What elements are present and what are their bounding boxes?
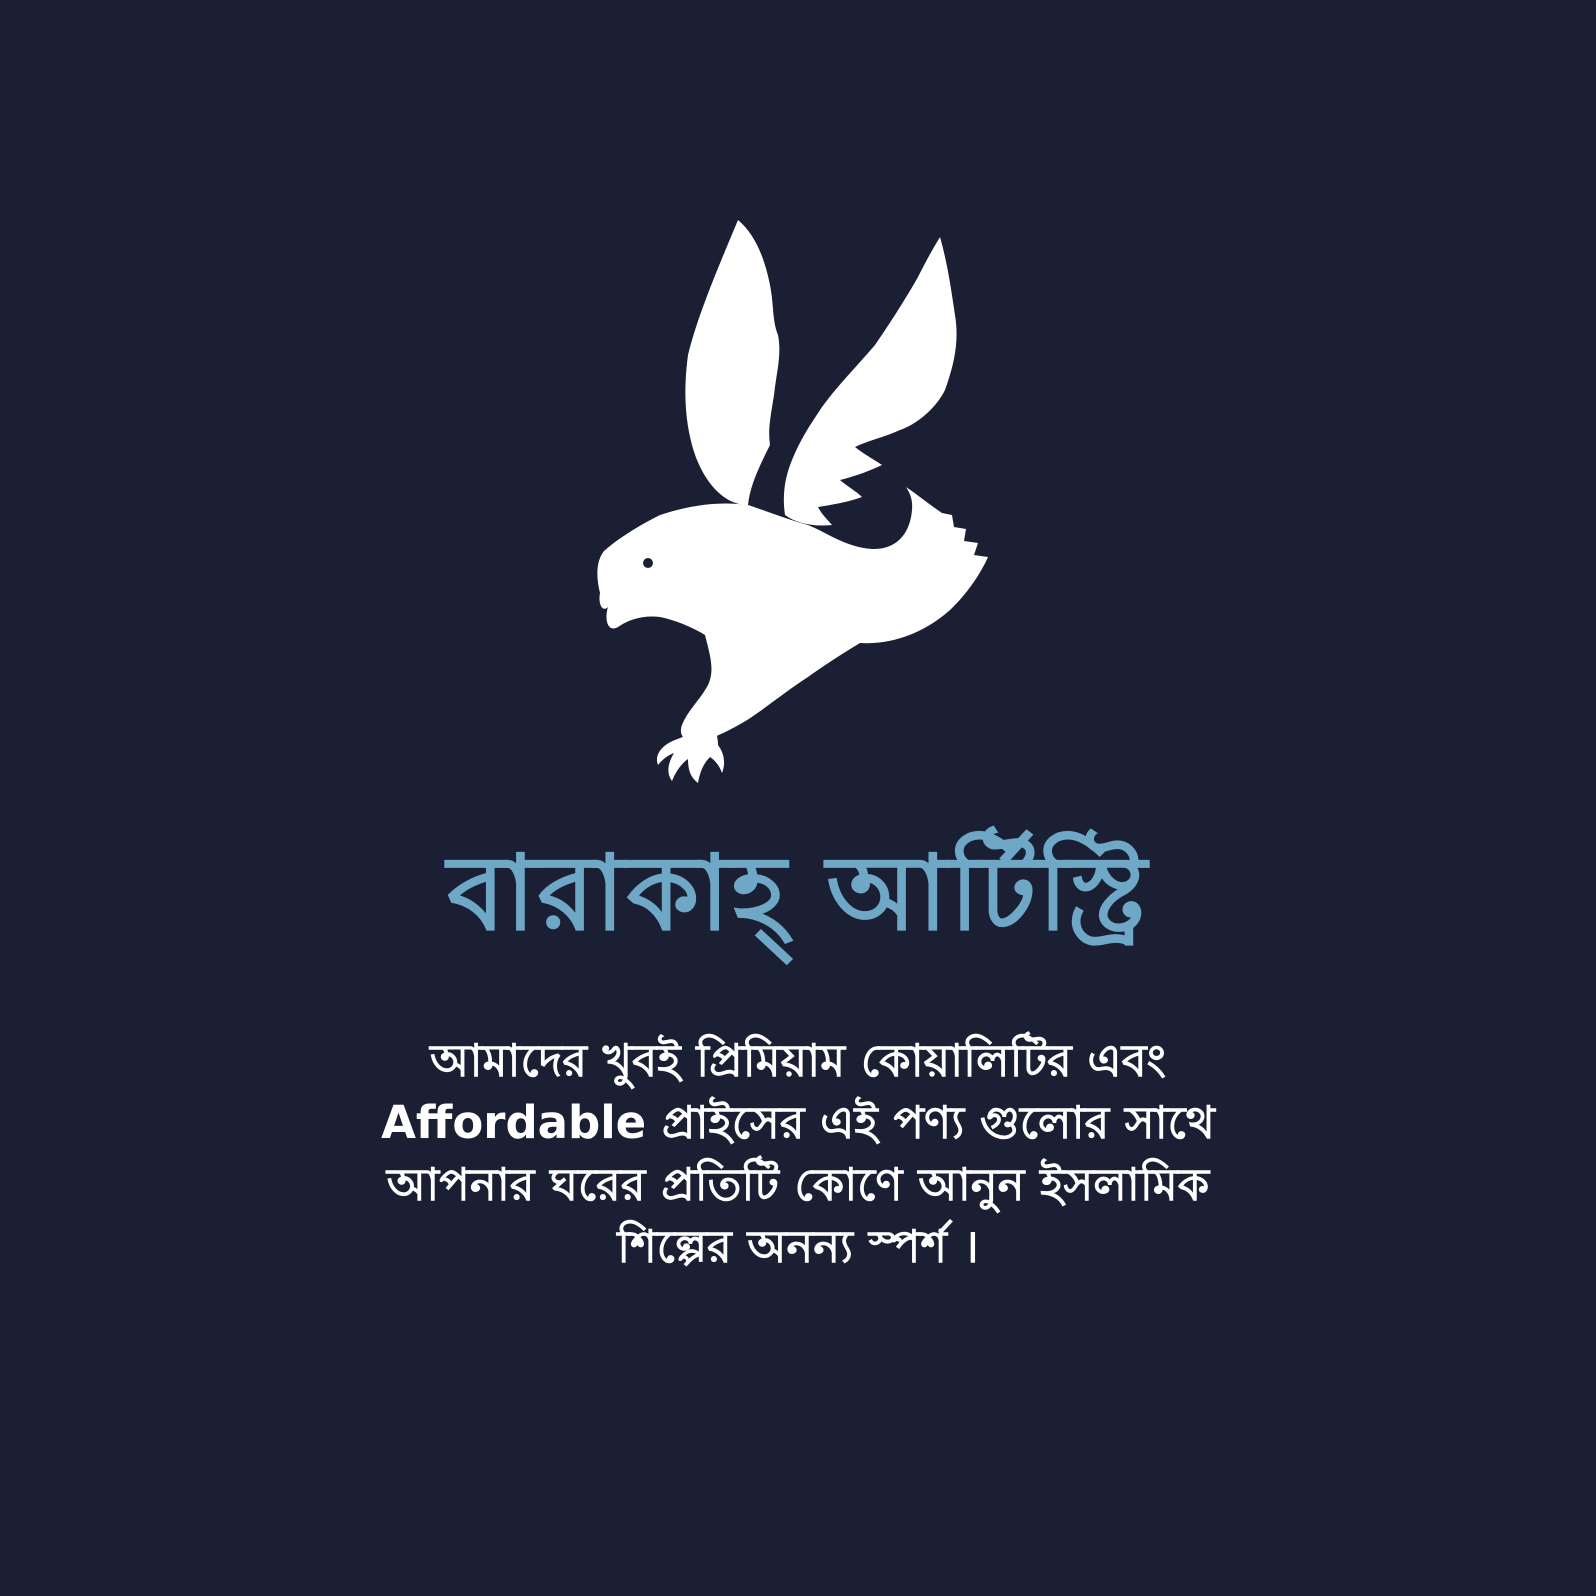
tagline-line-1: আমাদের খুবই প্রিমিয়াম কোয়ালিটির এবং (429, 1034, 1167, 1087)
tagline-line-4: শিল্পের অনন্য স্পর্শ । (617, 1220, 979, 1273)
tagline-line-3: আপনার ঘরের প্রতিটি কোণে আনুন ইসলামিক (386, 1158, 1210, 1211)
tagline (198, 1030, 1398, 1278)
eagle-icon (560, 215, 1020, 790)
brand-title: বারাকাহ্ আর্টিস্ট্রি (447, 832, 1149, 954)
tagline-line-2: Affordable প্রাইসের এই পণ্য গুলোর সাথে (381, 1096, 1215, 1149)
eagle-logo (560, 215, 1020, 790)
